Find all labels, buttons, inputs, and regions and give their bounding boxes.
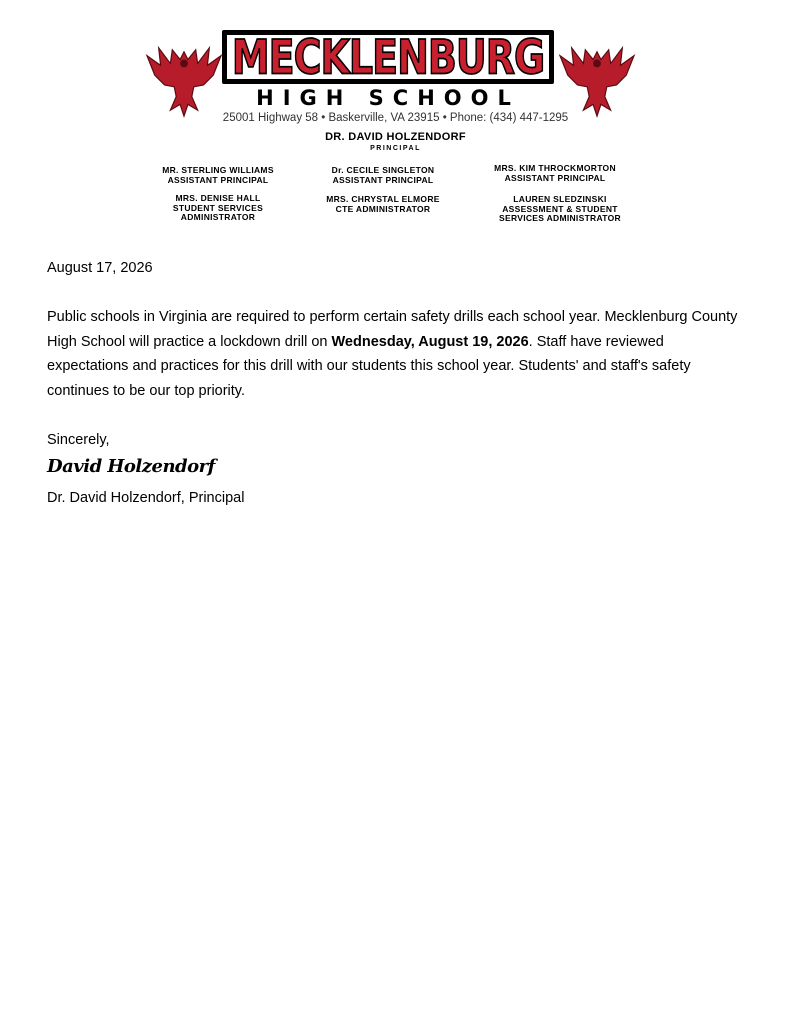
phoenix-mascot-icon <box>558 42 636 120</box>
drill-date: Wednesday, August 19, 2026 <box>331 333 529 350</box>
staff-title: ASSISTANT PRINCIPAL <box>167 174 269 185</box>
school-name: MECKLENBURG <box>231 29 545 85</box>
staff-title: CTE ADMINISTRATOR <box>335 203 431 214</box>
staff-title: ASSISTANT PRINCIPAL <box>504 172 606 183</box>
staff-title: ASSISTANT PRINCIPAL <box>332 174 434 185</box>
signer-name: Dr. David Holzendorf, Principal <box>47 490 245 506</box>
staff-name: Dr. CECILE SINGLETON <box>331 165 435 175</box>
phoenix-mascot-icon <box>145 42 223 120</box>
handwritten-signature: David Holzendorf <box>47 456 215 477</box>
school-name-banner <box>222 30 554 84</box>
staff-title: ASSESSMENT & STUDENT <box>502 203 618 214</box>
staff-name: MRS. CHRYSTAL ELMORE <box>326 194 440 204</box>
staff-entry <box>480 164 630 183</box>
letter-paragraph <box>47 305 747 403</box>
school-address: 25001 Highway 58 • Baskerville, VA 23915 • Phone: (434) 447-1295 <box>222 112 569 124</box>
letter-closing: Sincerely, <box>47 432 110 448</box>
staff-entry <box>313 195 453 214</box>
staff-name: MRS. KIM THROCKMORTON <box>494 163 616 173</box>
staff-name: MR. STERLING WILLIAMS <box>162 165 274 175</box>
staff-title: SERVICES ADMINISTRATOR <box>499 213 621 223</box>
principal-name: DR. DAVID HOLZENDORF <box>325 131 466 143</box>
paragraph-text: Public schools in Virginia are required to perform certain safety drills each school year. Mecklenburg County High School will practice a lockdown drill on <box>47 309 738 350</box>
staff-name: MRS. DENISE HALL <box>175 193 261 203</box>
staff-entry <box>148 166 288 185</box>
staff-entry <box>313 166 453 185</box>
staff-title: ADMINISTRATOR <box>180 212 256 222</box>
staff-entry <box>148 194 288 223</box>
paragraph-text: . Staff have reviewed expectations and practices for this drill with our students this school year. Students' and staff's safety continues to be our top priority. <box>47 333 691 399</box>
letterhead <box>0 0 791 240</box>
staff-name: LAUREN SLEDZINSKI <box>513 194 607 204</box>
school-subtitle: HIGH SCHOOL <box>256 86 520 110</box>
staff-entry <box>480 195 640 224</box>
principal-title: PRINCIPAL <box>370 145 421 152</box>
letter-date: August 17, 2026 <box>47 260 153 276</box>
staff-title: STUDENT SERVICES <box>172 202 264 213</box>
